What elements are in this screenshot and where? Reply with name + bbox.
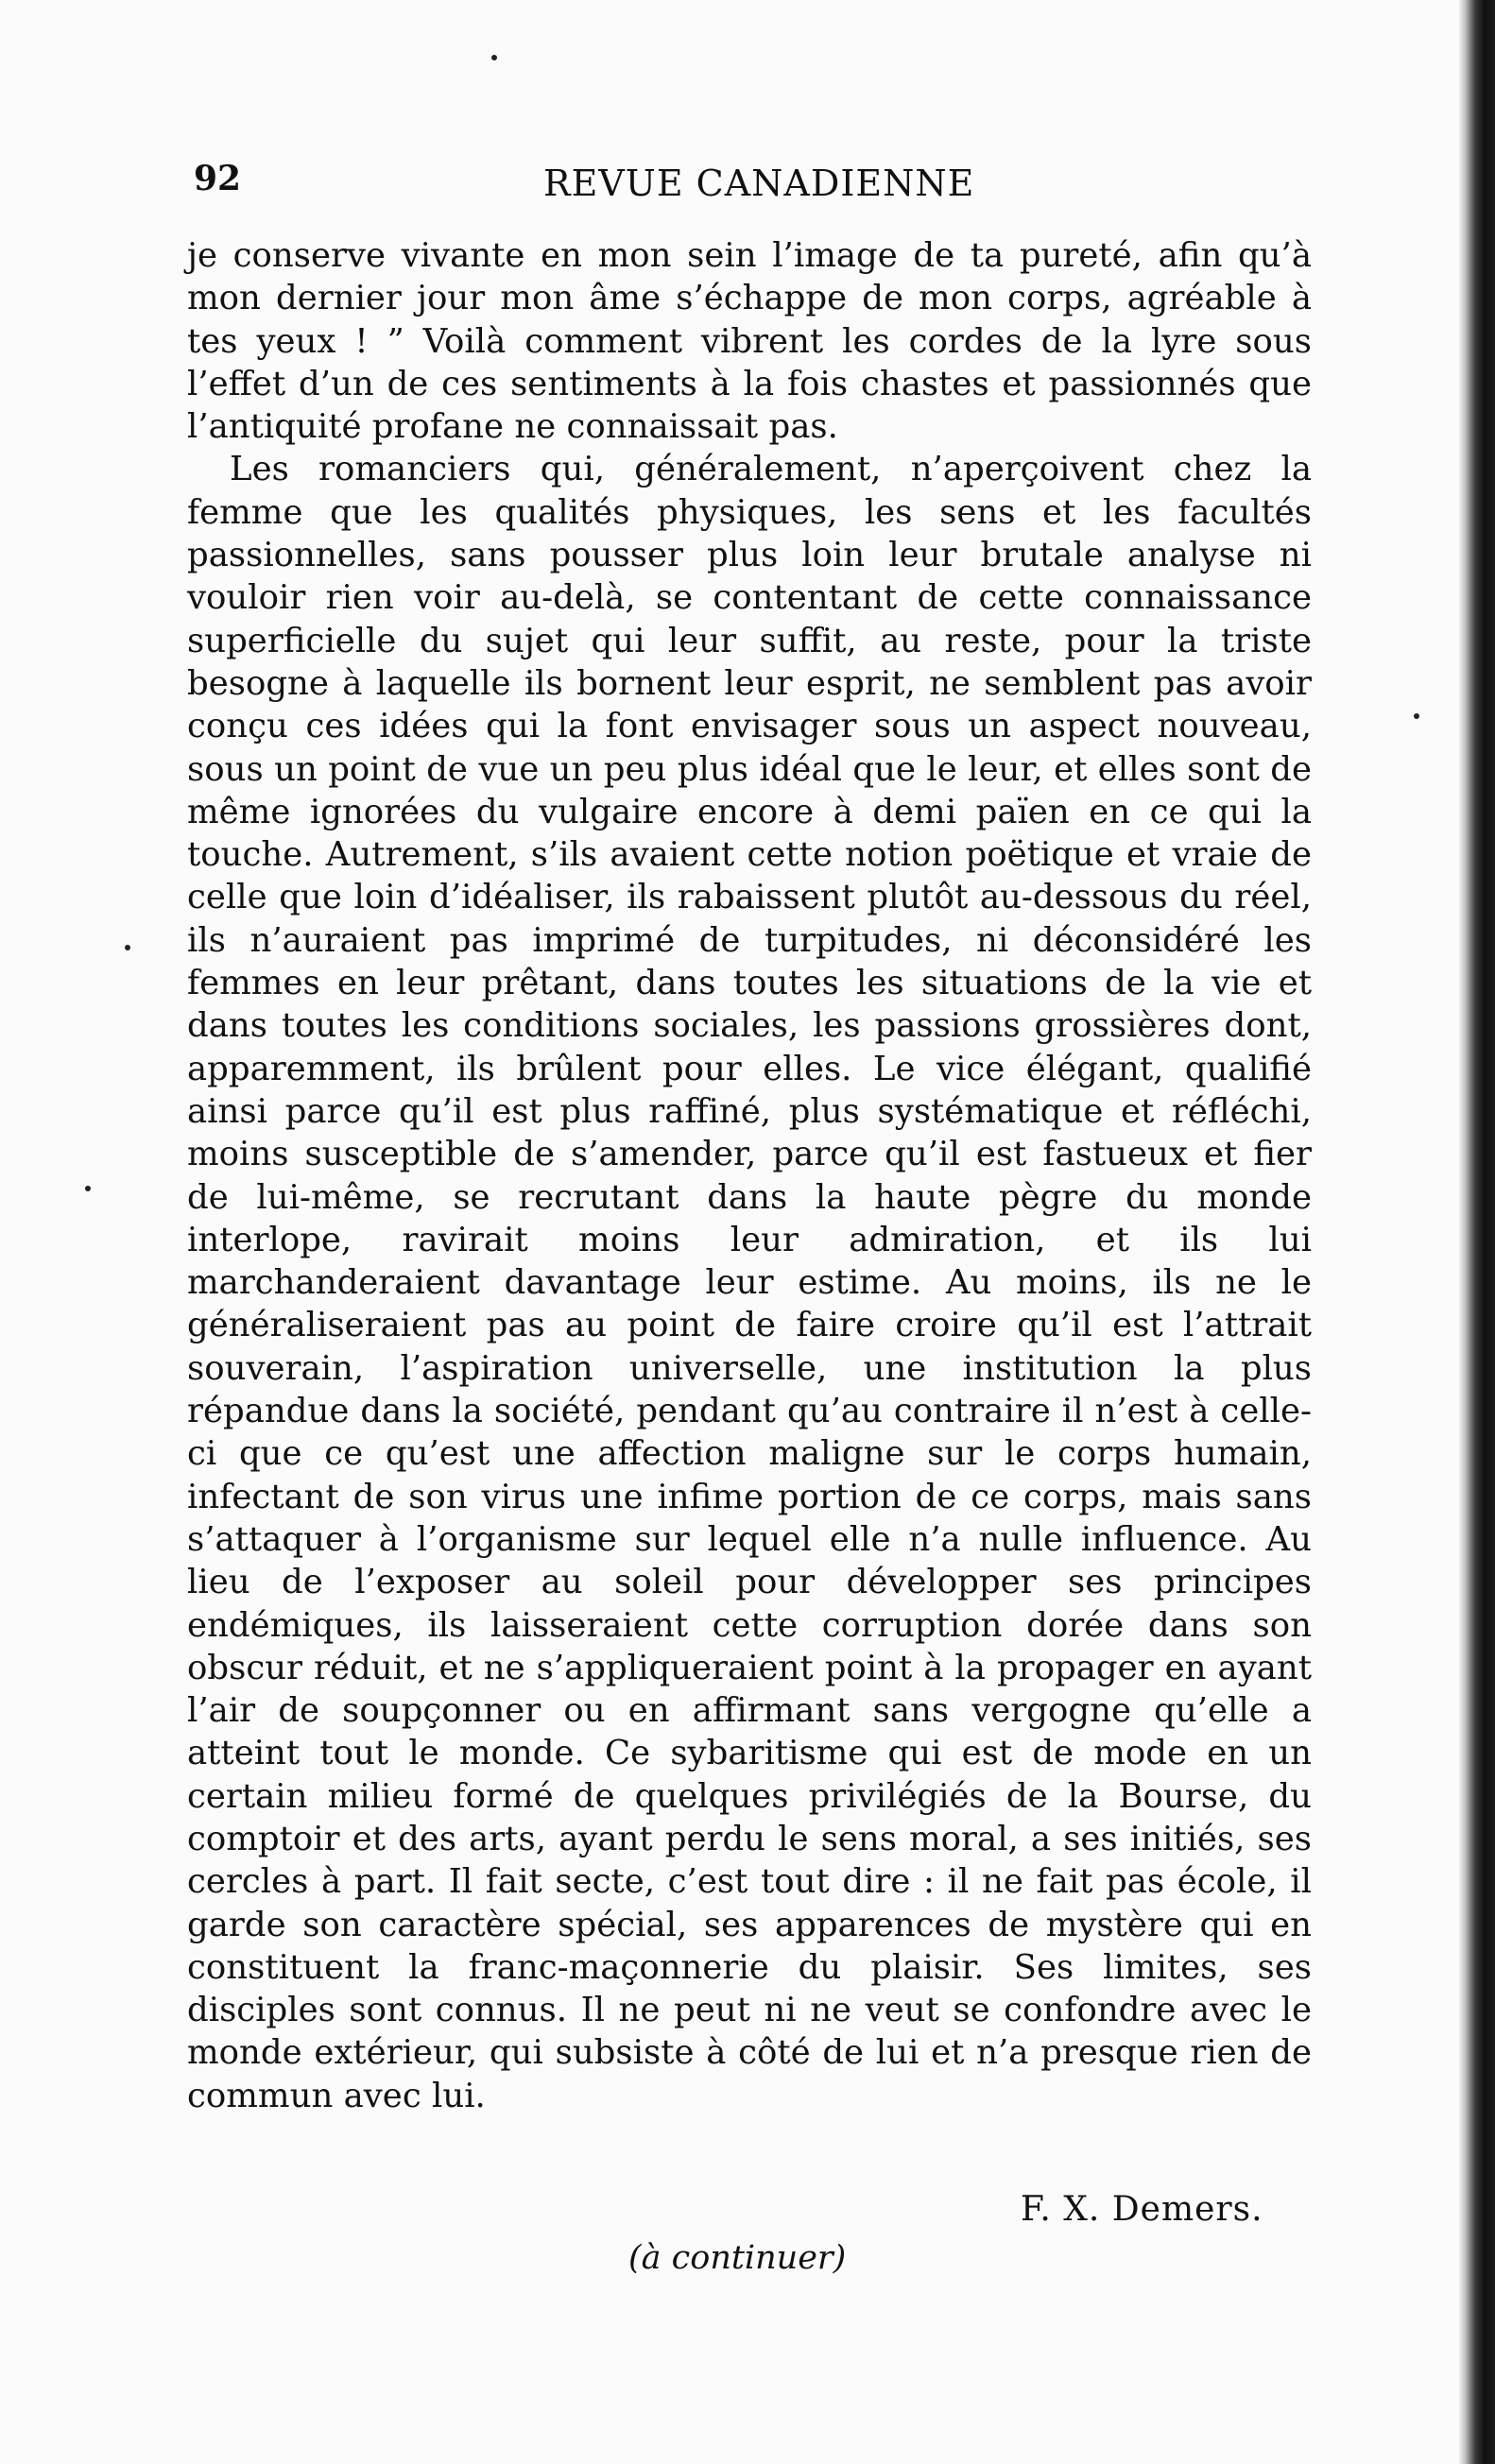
page-number: 92	[194, 159, 242, 198]
paragraph-1: je conserve vivante en mon sein l’image de ta pureté, afin qu’à mon dernier jour mon âme s’échappe de mon corps, agréable à tes yeux ! ” Voilà comment vibrent les cordes de la lyre sous l’effet d’un de ces sentiments à la fois chastes et passionnés que l’antiquité profane ne connaissait pas.	[187, 236, 1312, 447]
author-signature: F. X. Demers.	[1021, 2190, 1263, 2229]
scan-speck	[125, 945, 130, 950]
scan-speck	[85, 1186, 91, 1191]
binding-edge	[1459, 0, 1495, 2464]
page-header	[194, 159, 1309, 215]
scan-speck	[1414, 713, 1419, 719]
paragraph-2: Les romanciers qui, généralement, n’aperçoivent chez la femme que les qualités physiques, les sens et les facultés passionnelles, sans pousser plus loin leur brutale analyse ni vouloir rien voir au-delà, se contentant de cette connaissance superficielle du sujet qui leur suffit, au reste, pour la triste besogne à laquelle ils bornent leur esprit, ne semblent pas avoir conçu ces idées qui la font envisager sous un aspect nouveau, sous un point de vue un peu plus idéal que le leur, et elles sont de même ignorées du vulgaire encore à demi païen en ce qui la touche. Autrement, s’ils avaient cette notion poëtique et vraie de celle que loin d’idéaliser, ils rabaissent plutôt au-dessous du réel, ils n’auraient pas imprimé de turpitudes, ni déconsidéré les femmes en leur prêtant, dans toutes les situations de la vie et dans toutes les conditions sociales, les passions grossières dont, apparemment, ils brûlent pour elles. Le vice élégant, qualifié ainsi parce qu’il est plus raffiné, plus systématique et réfléchi, moins susceptible de s’amender, parce qu’il est fastueux et fier de lui-même, se recrutant dans la haute pègre du monde interlope, ravirait moins leur admiration, et ils lui marchanderaient davantage leur estime. Au moins, ils ne le généraliseraient pas au point de faire croire qu’il est l’attrait souverain, l’aspiration universelle, une institution la plus répandue dans la société, pendant qu’au contraire il n’est à celle-ci que ce qu’est une affection maligne sur le corps humain, infectant de son virus une infime portion de ce corps, mais sans s’attaquer à l’organisme sur lequel elle n’a nulle influence. Au lieu de l’exposer au soleil pour développer ses principes endémiques, ils laisseraient cette corruption dorée dans son obscur réduit, et ne s’appliqueraient point à la propager en ayant l’air de soupçonner ou en affirmant sans vergogne qu’elle a atteint tout le monde. Ce sybaritisme qui est de mode en un certain milieu formé de quelques privilégiés de la Bourse, du comptoir et des arts, ayant perdu le sens moral, a ses initiés, ses cercles à part. Il fait secte, c’est tout dire : il ne fait pas école, il garde son caractère spécial, ses apparences de mystère qui en constituent la franc-maçonnerie du plaisir. Ses limites, ses disciples sont connus. Il ne peut ni ne veut se confondre avec le monde extérieur, qui subsiste à côté de lui et n’a presque rien de commun avec lui.	[187, 450, 1312, 2115]
scan-speck	[491, 55, 497, 60]
running-head: REVUE CANADIENNE	[543, 163, 975, 204]
continued-note: (à continuer)	[628, 2239, 847, 2277]
body-text	[187, 234, 1312, 2117]
